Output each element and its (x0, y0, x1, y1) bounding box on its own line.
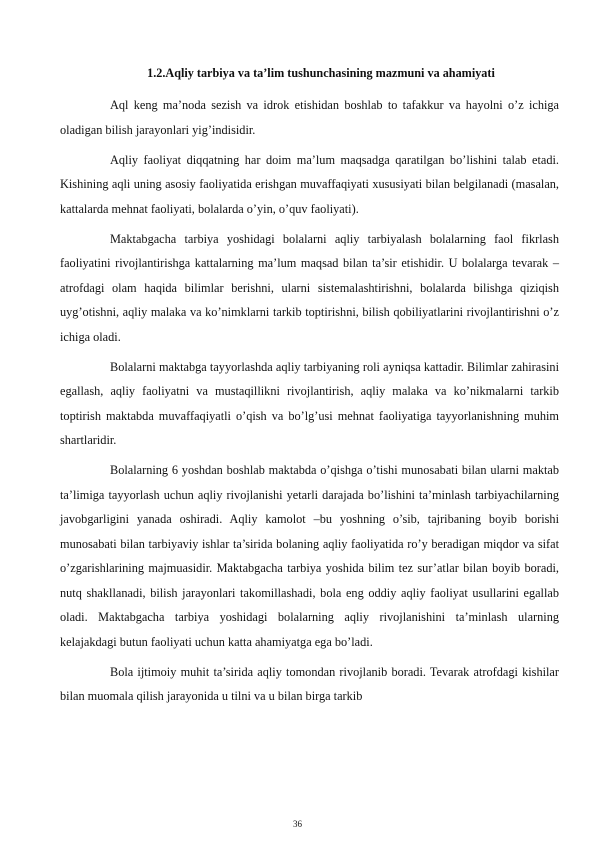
paragraph-4: Bolalarni maktabga tayyorlashda aqliy tarbiyaning roli ayniqsa kattadir. Bilimlar zahirasini egallash, aqliy faoliyatni va mustaqillikni rivojlantirish, aqliy malaka va ko’nikmalarni tarkib toptirish maktabda muvaffaqiyatli o’qish va bo’lg’usi mehnat faoliyatiga tayyorlanishning muhim shartlaridir. (60, 359, 559, 447)
paragraph-1: Aql keng ma’noda sezish va idrok etishidan boshlab to tafakkur va hayolni o’z ichiga oladigan bilish jarayonlari yig’indisidir. (60, 98, 559, 137)
body-text (60, 93, 559, 714)
paragraph-2: Aqliy faoliyat diqqatning har doim ma’lum maqsadga qaratilgan bo’lishini talab etadi. Kishining aqli uning asosiy faoliyatida erishgan muvaffaqiyati xususiyati bilan belgilanadi (masalan, kattalarda mehnat faoliyati, bolalarda o’yin, o’quv faoliyati). (60, 152, 559, 216)
paragraph-6: Bola ijtimoiy muhit ta’sirida aqliy tomondan rivojlanib boradi. Tevarak atrofdagi kishilar bilan muomala qilish jarayonida u tilni va u bilan birga tarkib (60, 664, 559, 703)
section-heading: 1.2.Aqliy tarbiya va ta’lim tushunchasining mazmuni va ahamiyati (147, 66, 495, 80)
paragraph-5: Bolalarning 6 yoshdan boshlab maktabda o’qishga o’tishi munosabati bilan ularni maktab ta’limiga tayyorlash uchun aqliy rivojlanishi yetarli darajada bo’lishini ta’minlash tarbiyachilarning javobgarligini yanada oshiradi. Aqliy kamolot –bu yoshning o’sib, tajribaning boyib borishi munosabati bilan tarbiyaviy ishlar ta’sirida bolaning aqliy faoliyatida ro’y beradigan miqdor va sifat o’zgarishlarining majmuasidir. Maktabgacha tarbiya yoshida bilim tez sur’atlar bilan boyib boradi, nutq shakllanadi, bilish jarayonlari takomillashadi, bola eng oddiy aqliy faoliyat usullarini egallab oladi. Maktabgacha tarbiya yoshidagi bolalarning aqliy rivojlanishini ta’minlash ularning kelajakdagi butun faoliyati uchun katta ahamiyatga ega bo’ladi. (60, 463, 559, 649)
page-number: 36 (293, 819, 302, 829)
paragraph-3: Maktabgacha tarbiya yoshidagi bolalarni aqliy tarbiyalash bolalarning faol fikrlash faoliyatini rivojlantirishga kattalarning ma’lum maqsad bilan ta’sir etishidir. U bolalarga tevarak –atrofdagi olam haqida bilimlar berishni, ularni sistemalashtirishni, bolalarda bilishga qiziqish uyg’otishni, aqliy malaka va ko’nimklarni tarkib toptirishni, bilish qobiliyatlarini rivojlantirishni o’z ichiga oladi. (60, 231, 559, 344)
